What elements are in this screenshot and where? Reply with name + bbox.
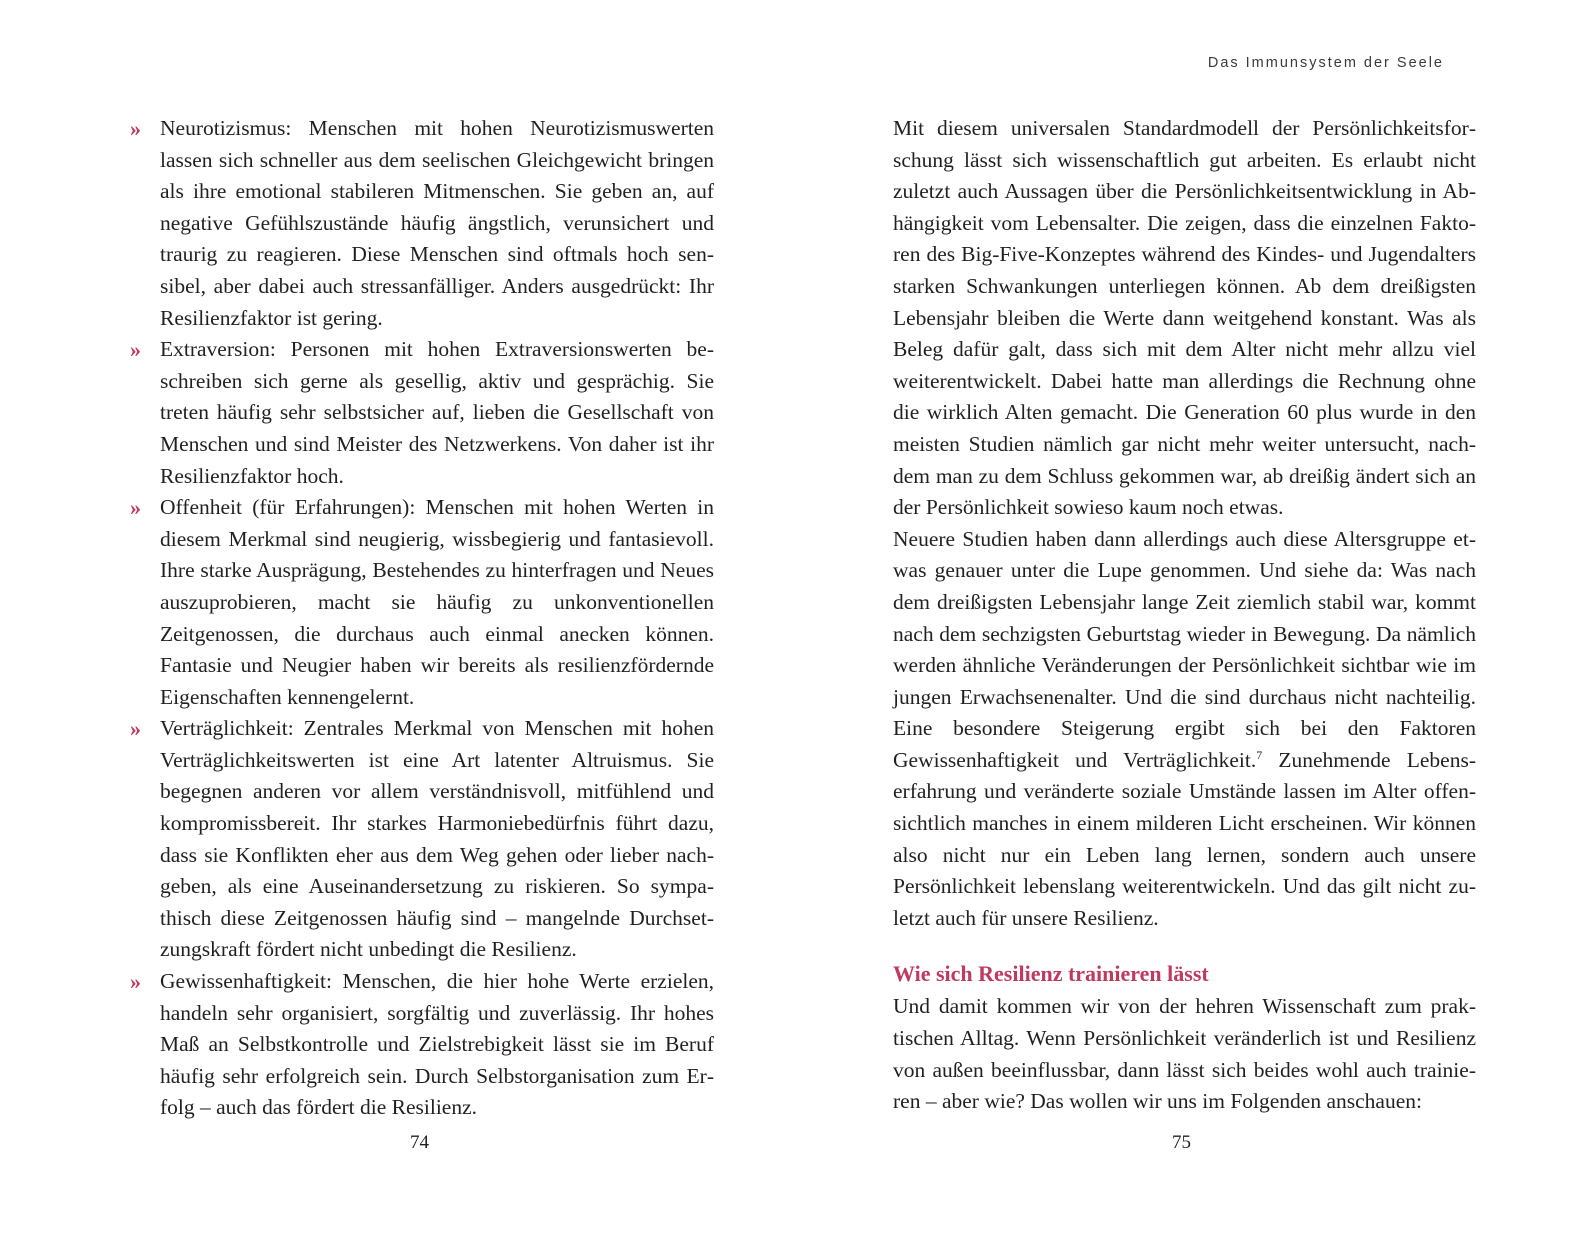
trait-list bbox=[130, 113, 714, 1124]
bullet-marker: » bbox=[130, 116, 141, 141]
list-item-text: Verträglichkeit: Zentrales Merkmal von Menschen mit hohen Verträglichkeitswerten ist eine Art latenter Altruismus. Sie begegnen anderen vor allem verständnisvoll, mitfühlend und kompromissbereit. Ihr starkes Harmoniebedürfnis führt dazu, dass sie Konflikten eher aus dem Weg gehen oder lieber nachgeben, als eine Auseinandersetzung zu riskieren. So sympathisch diese Zeitgenossen häufig sind – mangelnde Durchsetzungskraft fördert nicht unbedingt die Resilienz. bbox=[160, 716, 714, 962]
list-item-text: Extraversion: Personen mit hohen Extraversionswerten beschreiben sich gerne als gesellig, aktiv und gesprächig. Sie treten häufig sehr selbstsicher auf, lieben die Gesellschaft von Menschen und sind Meister des Netzwerkens. Von daher ist ihr Resilienzfaktor hoch. bbox=[160, 337, 714, 488]
paragraph bbox=[893, 524, 1476, 935]
paragraph-text: Zunehmende Lebenserfahrung und veränderte soziale Umstände lassen im Alter offensichtlich manches in einem milderen Licht erscheinen. Wir können also nicht nur ein Leben lang lernen, sondern auch unsere Persönlichkeit lebenslang weiterentwickeln. Und das gilt nicht zuletzt auch für unsere Resilienz. bbox=[893, 747, 1476, 930]
right-page-text bbox=[893, 113, 1476, 1118]
bullet-marker: » bbox=[130, 495, 141, 521]
list-item-text: Neurotizismus: Menschen mit hohen Neurotizismuswerten lassen sich schneller aus dem seelischen Gleichgewicht bringen als ihre emotional stabileren Mitmenschen. Sie geben an, auf negative Gefühlszustände häufig ängstlich, verunsichert und traurig zu reagieren. Diese Menschen sind oftmals hoch sensibel, aber dabei auch stressanfälliger. Anders ausgedrückt: Ihr Resilienzfaktor ist gering. bbox=[160, 116, 714, 330]
running-head: Das Immunsystem der Seele bbox=[1207, 55, 1444, 71]
list-item-text: Gewissenhaftigkeit: Menschen, die hier hohe Werte erzielen, handeln sehr organisiert, sorgfältig und zuverlässig. Ihr hohes Maß an Selbstkontrolle und Zielstrebigkeit lässt sie im Beruf häufig sehr erfolgreich sein. Durch Selbstorganisation zum Erfolg – auch das fördert die Resilienz. bbox=[160, 969, 714, 1120]
list-item-text: Offenheit (für Erfahrungen): Menschen mit hohen Werten in diesem Merkmal sind neugierig, wissbegierig und fantasievoll. Ihre starke Ausprägung, Bestehendes zu hinterfragen und Neues auszuprobieren, macht sie häufig zu unkonventionellen Zeitgenossen, die durchaus auch einmal anecken können. Fantasie und Neugier haben wir bereits als resilienzfördernde Eigenschaften kennengelernt. bbox=[160, 495, 714, 709]
bullet-marker: » bbox=[130, 969, 141, 995]
page-number-right: 75 bbox=[1172, 1132, 1191, 1153]
bullet-marker: » bbox=[130, 337, 141, 363]
paragraph: Und damit kommen wir von der hehren Wissenschaft zum praktischen Alltag. Wenn Persönlichkeit veränderlich ist und Resilienz von außen beeinflussbar, dann lässt sich beides wohl auch trainieren – aber wie? Das wollen wir uns im Folgenden anschauen: bbox=[893, 994, 1476, 1114]
list-item bbox=[130, 713, 714, 966]
left-page-text bbox=[130, 113, 714, 1124]
page-number-left: 74 bbox=[410, 1132, 429, 1153]
list-item bbox=[130, 492, 714, 713]
bullet-marker: » bbox=[130, 716, 141, 742]
footnote-marker: 7 bbox=[1256, 747, 1263, 762]
list-item bbox=[130, 113, 714, 334]
list-item bbox=[130, 966, 714, 1124]
paragraph-text: Neuere Studien haben dann allerdings auch diese Altersgruppe etwas genauer unter die Lupe genommen. Und siehe da: Was nach dem dreißigsten Lebensjahr lange Zeit ziemlich stabil war, kommt nach dem sechzigsten Geburtstag wieder in Bewegung. Da nämlich werden ähnliche Veränderungen der Persönlichkeit sichtbar wie im jungen Erwachsenenalter. Und die sind durchaus nicht nachteilig. Eine besondere Steigerung ergibt sich bei den Faktoren Gewissenhaftigkeit und Verträglichkeit. bbox=[893, 526, 1476, 772]
paragraph: Mit diesem universalen Standardmodell der Persönlichkeitsforschung lässt sich wissenschaftlich gut arbeiten. Es erlaubt nicht zuletzt auch Aussagen über die Persönlichkeitsentwicklung in Abhängigkeit vom Lebensalter. Die zeigen, dass die einzelnen Faktoren des Big-Five-Konzeptes während des Kindes- und Jugendalters starken Schwankungen unterliegen können. Ab dem dreißigsten Lebensjahr bleiben die Werte dann weitgehend konstant. Was als Beleg dafür galt, dass sich mit dem Alter nicht mehr allzu viel weiterentwickelt. Dabei hatte man allerdings die Rechnung ohne die wirklich Alten gemacht. Die Generation 60 plus wurde in den meisten Studien nämlich gar nicht mehr weiter untersucht, nachdem man zu dem Schluss gekommen war, ab dreißig ändert sich an der Persönlichkeit sowieso kaum noch etwas. bbox=[893, 116, 1476, 520]
section-heading: Wie sich Resilienz trainieren lässt bbox=[893, 961, 1209, 987]
list-item bbox=[130, 334, 714, 492]
